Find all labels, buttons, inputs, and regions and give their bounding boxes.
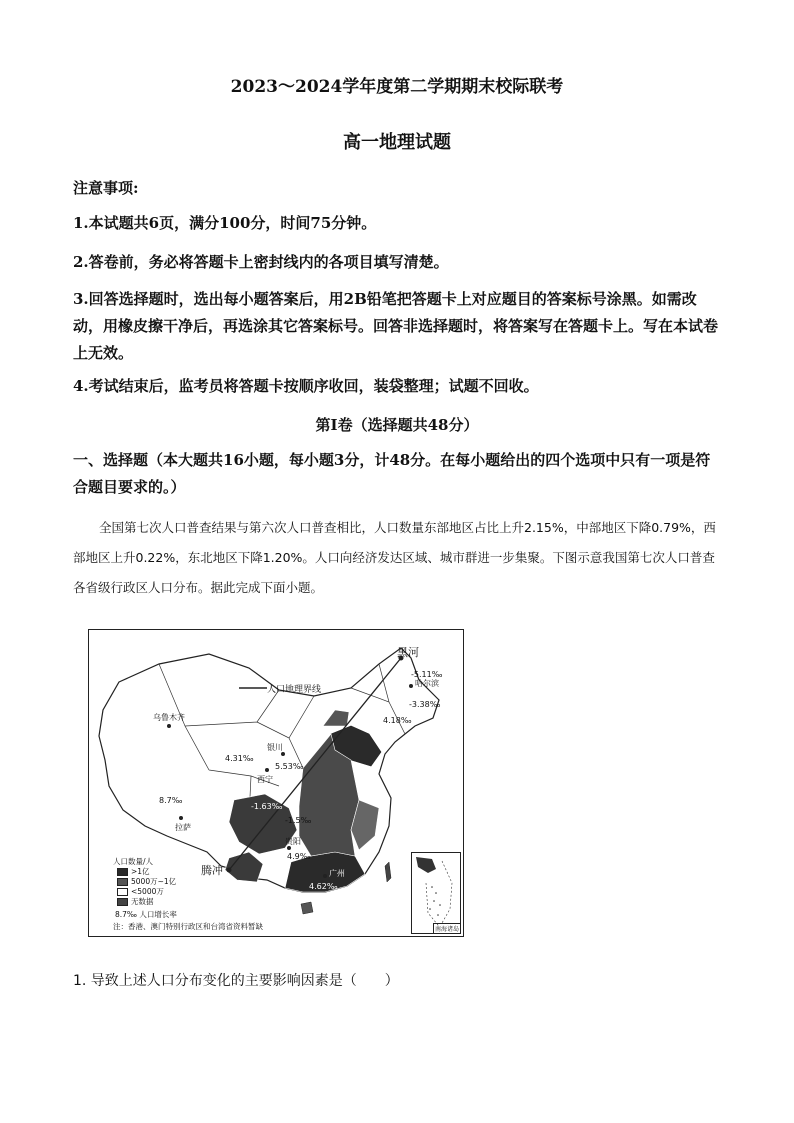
endpoint-heihe: 黑河 (397, 646, 419, 659)
exam-title: 2023～2024学年度第二学期期末校际联考 (230, 77, 564, 97)
rate-gansu: 4.31‰ (225, 754, 254, 763)
dot-urumqi (167, 724, 171, 728)
legend-item-high: >1亿 (131, 867, 150, 876)
population-map (88, 629, 464, 937)
province-hainan (301, 902, 313, 914)
inset-mainland (416, 857, 436, 873)
part-heading: 一、选择题（本大题共16小题，每小题3分，计48分。在每小题给出的四个选项中只有一项是符合题目要求的。） (73, 451, 711, 496)
legend-swatch-mid (117, 878, 128, 886)
legend-item-none: 无数据 (131, 897, 154, 906)
endpoint-tengchong: 腾冲 (201, 864, 223, 877)
city-lhasa: 拉萨 (175, 823, 191, 832)
inset-graphic (412, 853, 460, 933)
city-harbin: 哈尔滨 (415, 679, 439, 688)
inset-islands (429, 886, 441, 916)
notice-item-2: 2.答卷前，务必将答题卡上密封线内的各项目填写清楚。 (73, 253, 449, 271)
section-title: 第Ⅰ卷（选择题共48分） (315, 416, 479, 434)
rate-jilin: -3.38‰ (409, 700, 441, 709)
legend-item-low: <5000万 (131, 887, 164, 896)
rate-sichuan: -1.63‰ (251, 802, 283, 811)
city-guiyang: 贵阳 (285, 837, 301, 846)
notice-item-3: 3.回答选择题时，选出每小题答案后，用2B铅笔把答题卡上对应题目的答案标号涂黑。如需改动，用橡皮擦干净后，再选涂其它答案标号。回答非选择题时，将答案写在答题卡上。写在本试卷上无效。 (73, 290, 719, 362)
rate-guangxi: 4.9‰ (287, 852, 311, 861)
south-china-sea-inset (411, 852, 461, 934)
dot-guangzhou (323, 874, 327, 878)
notice-heading: 注意事项: (73, 179, 139, 197)
legend-title: 人口数量/人 (113, 857, 154, 866)
legend-swatch-none (117, 898, 128, 906)
legend-item-mid: 5000万~1亿 (131, 877, 177, 886)
city-yinchuan: 银川 (267, 743, 283, 752)
rate-liaoning: 4.18‰ (383, 716, 412, 725)
rate-tibet: 8.7‰ (159, 796, 183, 805)
question-1: 1. 导致上述人口分布变化的主要影响因素是（ ） (73, 973, 399, 989)
exam-subtitle: 高一地理试题 (343, 132, 451, 153)
notice-item-4: 4.考试结束后，监考员将答题卡按顺序收回，装袋整理；试题不回收。 (73, 377, 539, 395)
dot-lhasa (179, 816, 183, 820)
city-guangzhou: 广州 (329, 869, 345, 878)
dot-harbin (409, 684, 413, 688)
city-urumqi: 乌鲁木齐 (153, 713, 185, 722)
province-taiwan (385, 862, 391, 882)
legend-swatch-high (117, 868, 128, 876)
rate-chongqing: -1.5‰ (285, 816, 312, 825)
dot-xining (265, 768, 269, 772)
notice-item-1: 1.本试题共6页，满分100分，时间75分钟。 (73, 214, 377, 232)
reading-passage: 全国第七次人口普查结果与第六次人口普查相比，人口数量东部地区占比上升2.15%，中部地区下降0.79%，西部地区上升0.22%，东北地区下降1.20%。人口向经济发达区域、城市群进一步集聚。下图示意我国第七次人口普查各省级行政区人口分布。据此完成下面小题。 (73, 520, 716, 595)
rate-ningxia: 5.53‰ (275, 762, 304, 771)
rate-heilongjiang: -5.11‰ (411, 670, 443, 679)
rate-guangdong: 4.62‰ (309, 882, 338, 891)
dot-tengchong (227, 868, 232, 873)
inset-caption: 南海诸岛 (433, 923, 460, 933)
legend-rate-note: 8.7‰ 人口增长率 (115, 910, 177, 919)
city-xining: 西宁 (257, 775, 273, 784)
legend-swatch-low (117, 888, 128, 896)
legend-line-label: 人口地理界线 (267, 685, 322, 695)
legend-footnote: 注：香港、澳门特别行政区和台湾省资料暂缺 (113, 922, 263, 931)
